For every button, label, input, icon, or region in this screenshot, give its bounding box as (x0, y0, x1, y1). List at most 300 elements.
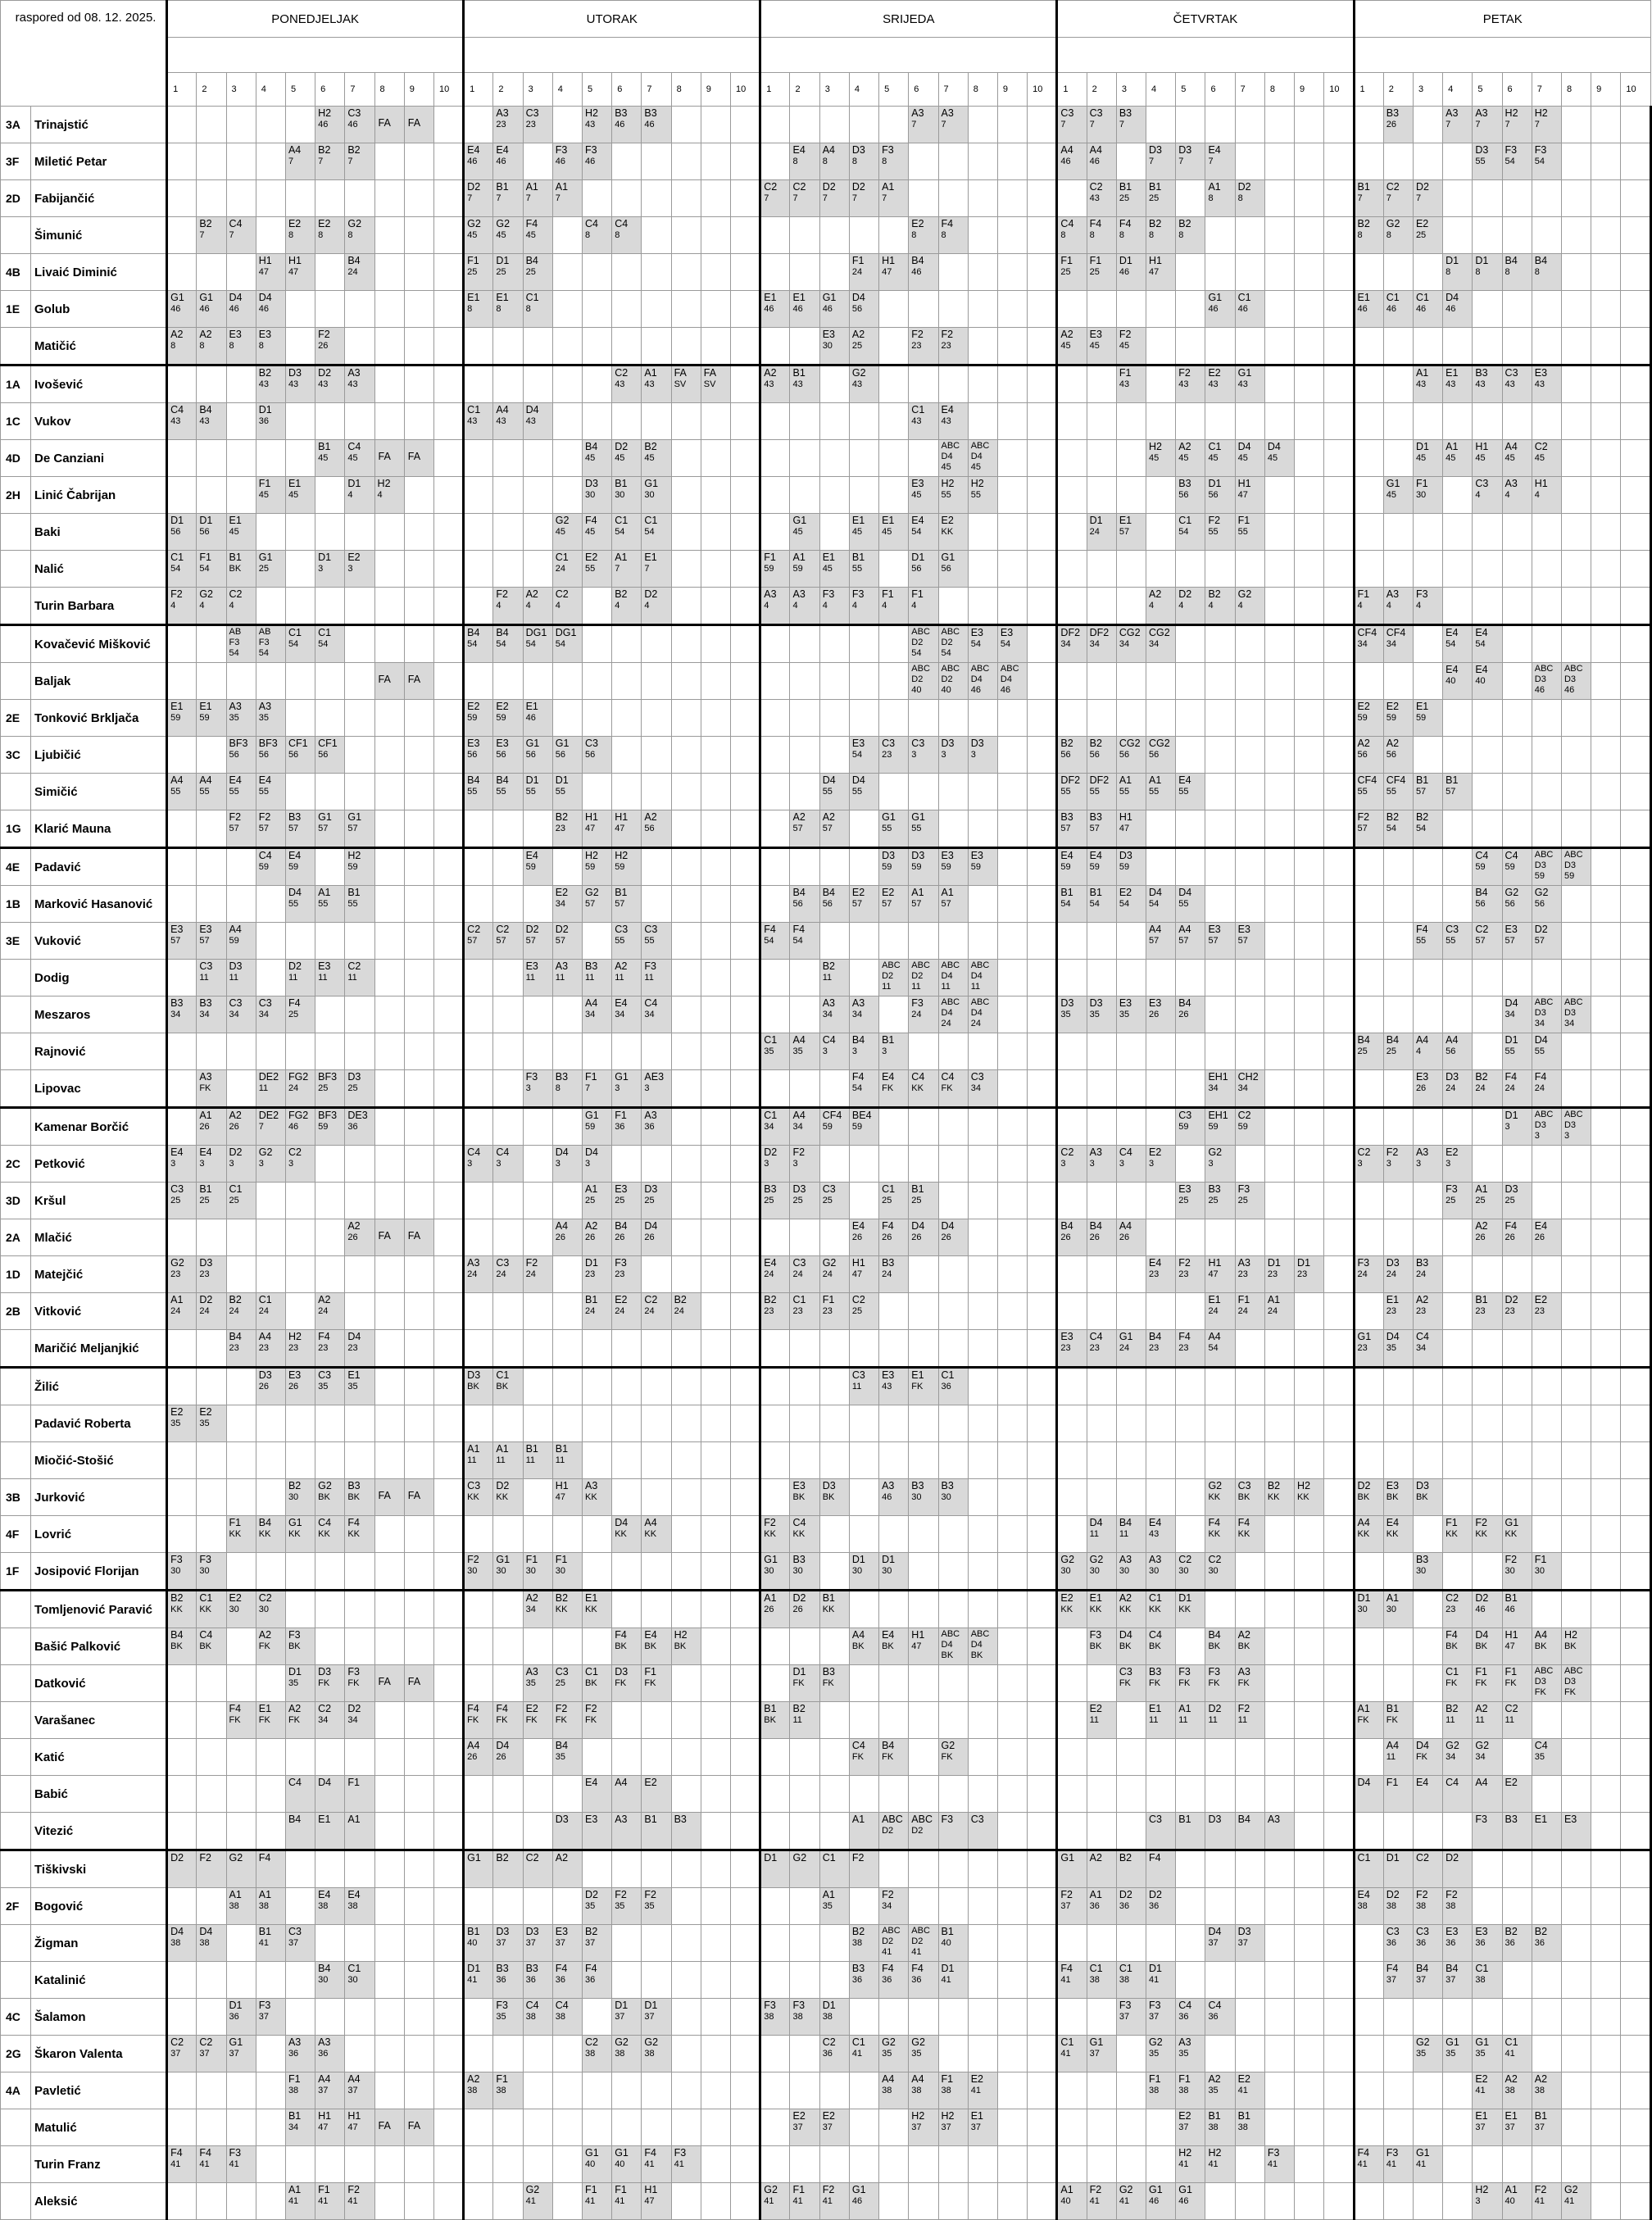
room-label: 54 (1475, 639, 1486, 649)
schedule-cell (909, 810, 938, 848)
lesson-label: F3 (615, 1257, 627, 1269)
lesson-label: B3 (1415, 1257, 1429, 1269)
lesson-label: A4 (1178, 924, 1191, 935)
lesson-label: D1 (1178, 1592, 1192, 1604)
lesson-label: F4 (1208, 1517, 1221, 1528)
lesson-label: D4 (288, 887, 302, 898)
schedule-cell (642, 923, 671, 960)
schedule-title: raspored od 08. 12. 2025. (1, 1, 167, 107)
schedule-cell (404, 923, 433, 960)
lesson-label: C2 (170, 2036, 184, 2048)
lesson-label: E2 (467, 701, 480, 712)
lesson-label: B1 (1415, 774, 1429, 786)
schedule-cell (790, 328, 819, 365)
schedule-cell (197, 477, 226, 514)
schedule-cell (1028, 143, 1057, 180)
period-number: 6 (1205, 73, 1235, 107)
schedule-cell (493, 1999, 523, 2036)
schedule-cell (315, 1776, 345, 1813)
room-label: 54 (1119, 899, 1130, 909)
schedule-cell (1532, 1256, 1561, 1293)
room-label: 7 (496, 193, 502, 203)
lesson-label: C3 (1504, 367, 1518, 379)
schedule-cell (997, 1813, 1027, 1850)
room-label: 26 (584, 1233, 596, 1242)
schedule-cell (1473, 254, 1502, 291)
schedule-cell (167, 737, 197, 774)
schedule-cell (1057, 1591, 1087, 1628)
schedule-cell (938, 1183, 968, 1219)
schedule-cell (345, 1330, 374, 1368)
teacher-name: Padavić (31, 848, 167, 886)
schedule-cell (1295, 1442, 1324, 1479)
lesson-label: E1 (258, 1703, 272, 1714)
schedule-cell (1146, 1146, 1176, 1183)
room-label: BK (1089, 1641, 1102, 1651)
schedule-cell (1383, 1146, 1413, 1183)
schedule-cell (1146, 588, 1176, 625)
schedule-cell (1295, 1776, 1324, 1813)
lesson-label: F3 (496, 2000, 508, 2011)
schedule-cell (1532, 1553, 1561, 1591)
schedule-cell (1116, 1293, 1146, 1330)
lesson-label: C3 (496, 1257, 510, 1269)
schedule-cell (167, 923, 197, 960)
schedule-cell (1502, 1479, 1532, 1516)
schedule-cell (582, 960, 611, 997)
schedule-cell (612, 254, 642, 291)
lesson-label: D3 (496, 1926, 510, 1937)
schedule-cell (1116, 328, 1146, 365)
room-label: BK (170, 1641, 183, 1651)
lesson-label: A2 (1357, 738, 1370, 749)
room-label: 55 (170, 787, 181, 797)
lesson-label: BF3 (258, 738, 278, 749)
schedule-cell (226, 403, 256, 440)
lesson-label: E4 (1089, 850, 1102, 861)
schedule-cell (1176, 1628, 1205, 1665)
schedule-cell (552, 1739, 582, 1776)
teacher-row (1, 1665, 1651, 1702)
schedule-cell (1087, 1368, 1116, 1405)
schedule-cell (612, 774, 642, 810)
schedule-cell (197, 1293, 226, 1330)
schedule-cell (582, 291, 611, 328)
lesson-label: A2 (555, 1852, 569, 1864)
room-label: 11 (882, 982, 892, 992)
schedule-cell (1116, 1665, 1146, 1702)
schedule-cell (226, 886, 256, 923)
schedule-cell (1176, 403, 1205, 440)
schedule-cell (345, 107, 374, 143)
schedule-cell (1324, 514, 1354, 551)
room-label: 46 (199, 304, 210, 314)
lesson-label: D3 (1089, 997, 1103, 1009)
schedule-cell (909, 1925, 938, 1962)
schedule-cell (1235, 1183, 1264, 1219)
schedule-cell (819, 1776, 849, 1813)
schedule-cell (642, 1702, 671, 1739)
schedule-cell (1354, 810, 1383, 848)
schedule-cell (1413, 1070, 1442, 1108)
schedule-cell (523, 1739, 552, 1776)
room-label: 59 (822, 1122, 833, 1132)
schedule-cell (345, 2183, 374, 2220)
room-label: 41 (170, 2159, 181, 2169)
schedule-cell (1264, 477, 1294, 514)
room-label: 45 (1237, 453, 1248, 463)
room-label: 34 (1237, 1083, 1248, 1093)
schedule-cell (1621, 254, 1651, 291)
schedule-cell (374, 2183, 404, 2220)
lesson-label: F3 (199, 1554, 211, 1565)
lesson-label: H1 (644, 2184, 658, 2195)
lesson-label: A3 (1267, 1814, 1281, 1825)
schedule-cell (167, 886, 197, 923)
schedule-cell (226, 1776, 256, 1813)
lesson-label: F3 (1208, 1666, 1221, 1677)
schedule-cell (1413, 848, 1442, 886)
schedule-cell (582, 107, 611, 143)
schedule-cell (1205, 2146, 1235, 2183)
lesson-label: D3 (347, 1071, 361, 1083)
schedule-cell (1561, 1591, 1591, 1628)
schedule-cell (1295, 551, 1324, 588)
lesson-label: F1 (1534, 1554, 1547, 1565)
schedule-cell (1028, 2146, 1057, 2183)
schedule-cell (582, 1591, 611, 1628)
schedule-cell (849, 663, 878, 700)
schedule-cell (819, 1850, 849, 1888)
schedule-cell (374, 107, 404, 143)
schedule-cell (285, 143, 315, 180)
lesson-label: B1 (792, 367, 806, 379)
schedule-cell (938, 588, 968, 625)
room-label: 7 (822, 193, 828, 203)
lesson-label: D1 (525, 774, 539, 786)
schedule-cell (1354, 1925, 1383, 1962)
schedule-cell (1295, 1293, 1324, 1330)
period-number: 9 (997, 73, 1027, 107)
schedule-cell (1146, 2146, 1176, 2183)
schedule-cell (671, 1702, 701, 1739)
room-label: KK (911, 1083, 924, 1093)
room-label: 26 (199, 1122, 210, 1132)
lesson-label: E1 (496, 292, 509, 303)
schedule-cell (315, 1219, 345, 1256)
room-label: 55 (851, 564, 863, 574)
schedule-cell (1443, 403, 1473, 440)
schedule-cell (582, 1183, 611, 1219)
lesson-label: E3 (288, 1369, 302, 1381)
schedule-cell (1295, 997, 1324, 1033)
schedule-cell (464, 514, 493, 551)
lesson-label: F1 (764, 552, 776, 563)
lesson-label: A3 (1386, 588, 1400, 600)
schedule-cell (1264, 1962, 1294, 1999)
room-label: 41 (1237, 2086, 1248, 2095)
class-label: 1B (1, 886, 31, 923)
schedule-cell (968, 1442, 997, 1479)
schedule-cell (285, 960, 315, 997)
room-label: 30 (1178, 1566, 1189, 1576)
room-label: 3 (822, 1046, 828, 1056)
room-label: 59 (496, 713, 506, 723)
room-label: KK (822, 1605, 835, 1614)
schedule-cell (642, 1070, 671, 1108)
schedule-cell (1057, 737, 1087, 774)
schedule-cell (1502, 1330, 1532, 1368)
room-label: 34 (288, 2122, 299, 2132)
schedule-cell (909, 1033, 938, 1070)
schedule-cell (197, 737, 226, 774)
room-label: 35 (1386, 1343, 1396, 1353)
schedule-cell (1087, 1665, 1116, 1702)
schedule-cell (642, 514, 671, 551)
lesson-label: C4 (555, 2000, 569, 2011)
lesson-label: D4 (1415, 1740, 1429, 1751)
schedule-cell (642, 1033, 671, 1070)
room-label: 46 (911, 267, 922, 277)
schedule-cell (879, 588, 909, 625)
schedule-cell (493, 1405, 523, 1442)
room-label: 8 (615, 230, 620, 240)
schedule-cell (167, 2146, 197, 2183)
schedule-cell (1116, 810, 1146, 848)
schedule-cell (879, 1146, 909, 1183)
lesson-label: A2 (229, 1110, 242, 1121)
lesson-label: F1 (1060, 255, 1073, 266)
schedule-cell (1354, 1776, 1383, 1813)
schedule-cell (671, 1591, 701, 1628)
lesson-label: E1 (229, 515, 242, 526)
schedule-cell (1057, 2036, 1087, 2072)
schedule-cell (374, 440, 404, 477)
schedule-cell (879, 180, 909, 217)
schedule-cell (404, 625, 433, 663)
schedule-cell (1324, 1070, 1354, 1108)
lesson-label: A1 (318, 887, 331, 898)
schedule-cell (256, 217, 285, 254)
schedule-cell (197, 923, 226, 960)
schedule-cell (1028, 217, 1057, 254)
schedule-cell (1235, 1368, 1264, 1405)
schedule-cell (997, 1776, 1027, 1813)
schedule-cell (642, 1888, 671, 1925)
schedule-cell (760, 1850, 790, 1888)
schedule-cell (552, 1479, 582, 1516)
room-label: 26 (555, 1233, 566, 1242)
schedule-cell (374, 997, 404, 1033)
lesson-label: A4 (792, 1110, 806, 1121)
schedule-cell (909, 403, 938, 440)
schedule-cell (1057, 1219, 1087, 1256)
lesson-label: E4 (1149, 1517, 1162, 1528)
schedule-cell (1354, 1219, 1383, 1256)
schedule-cell (849, 1368, 878, 1405)
schedule-cell (1443, 514, 1473, 551)
room-label: 7 (467, 193, 473, 203)
room-label: 41 (584, 2196, 596, 2206)
schedule-cell (760, 254, 790, 291)
lesson-label: D3 (467, 1369, 481, 1381)
lesson-label: ABC (1534, 1110, 1554, 1119)
schedule-cell (433, 1368, 463, 1405)
schedule-cell (226, 1999, 256, 2036)
room-label: 38 (1089, 1975, 1100, 1985)
schedule-cell (760, 403, 790, 440)
lesson-label: H2 (377, 478, 391, 489)
schedule-cell (642, 2036, 671, 2072)
schedule-cell (1413, 1925, 1442, 1962)
schedule-cell (1057, 1665, 1087, 1702)
schedule-cell (612, 1553, 642, 1591)
schedule-cell (374, 328, 404, 365)
schedule-cell (701, 1219, 730, 1256)
schedule-cell (1264, 588, 1294, 625)
room-label: 36 (1386, 1938, 1396, 1948)
schedule-cell (701, 1850, 730, 1888)
schedule-cell (1028, 663, 1057, 700)
lesson-label: E4 (1386, 1517, 1400, 1528)
lesson-label: A2 (1178, 441, 1191, 452)
schedule-cell (197, 997, 226, 1033)
room-label: 59 (1119, 862, 1130, 872)
class-label (1, 2109, 31, 2146)
schedule-cell (433, 1442, 463, 1479)
schedule-cell (612, 2146, 642, 2183)
lesson-label: E1 (584, 1592, 598, 1604)
schedule-cell (1383, 143, 1413, 180)
schedule-cell (1413, 1962, 1442, 1999)
schedule-cell (1354, 440, 1383, 477)
schedule-cell (879, 1665, 909, 1702)
schedule-cell (1443, 1813, 1473, 1850)
schedule-cell (1116, 1888, 1146, 1925)
room-label: 8 (1237, 193, 1243, 203)
schedule-cell (1502, 700, 1532, 737)
room-label: 30 (347, 1975, 358, 1985)
schedule-cell (997, 1665, 1027, 1702)
lesson-label: A4 (170, 774, 184, 786)
period-number: 3 (1116, 73, 1146, 107)
lesson-label: B2 (764, 1294, 777, 1305)
period-number: 4 (849, 73, 878, 107)
schedule-cell (1295, 1813, 1324, 1850)
lesson-label: E3 (555, 1926, 569, 1937)
lesson-label: F4 (1446, 1629, 1458, 1641)
room-label: 35 (555, 1752, 566, 1762)
schedule-cell (226, 2146, 256, 2183)
lesson-label: F4 (882, 1963, 894, 1974)
room-label: 4 (199, 601, 205, 611)
lesson-label: D3 (1386, 1257, 1400, 1269)
schedule-cell (256, 365, 285, 403)
schedule-cell (1264, 551, 1294, 588)
room-label: 38 (1446, 1901, 1456, 1911)
lesson-label: E3 (1415, 1071, 1429, 1083)
schedule-cell (1473, 1033, 1502, 1070)
room-label: 41 (1475, 2086, 1486, 2095)
schedule-cell (345, 514, 374, 551)
schedule-cell (256, 107, 285, 143)
class-label: 1D (1, 1256, 31, 1293)
room-label: KK (1208, 1492, 1221, 1502)
schedule-cell (1473, 1999, 1502, 2036)
room-label: 26 (1060, 1233, 1071, 1242)
lesson-label: E4 (199, 1146, 212, 1158)
lesson-label: B4 (258, 1517, 272, 1528)
schedule-cell (1057, 440, 1087, 477)
schedule-cell (642, 1925, 671, 1962)
schedule-cell (167, 217, 197, 254)
schedule-cell (612, 923, 642, 960)
schedule-cell (1205, 1591, 1235, 1628)
schedule-cell (760, 1999, 790, 2036)
schedule-cell (1532, 997, 1561, 1033)
room-label: 46 (170, 304, 181, 314)
period-number: 4 (1146, 73, 1176, 107)
room-label: FK (941, 1752, 953, 1762)
schedule-cell (1028, 1219, 1057, 1256)
room-label: 41 (1386, 2159, 1396, 2169)
lesson-label: D1 (347, 478, 361, 489)
schedule-cell (849, 1739, 878, 1776)
schedule-cell (226, 1033, 256, 1070)
lesson-label: G1 (1119, 1331, 1133, 1342)
lesson-label: G2 (1208, 1480, 1223, 1491)
schedule-cell (464, 997, 493, 1033)
lesson-label: D2 (1386, 1889, 1400, 1900)
lesson-label: C3 (1149, 1814, 1163, 1825)
schedule-cell (374, 588, 404, 625)
schedule-cell (612, 440, 642, 477)
schedule-cell (1324, 291, 1354, 328)
schedule-cell (1264, 1219, 1294, 1256)
room-label: 26 (496, 1752, 506, 1762)
schedule-cell (464, 1256, 493, 1293)
lesson-label: D3 (1178, 144, 1192, 156)
schedule-cell (226, 625, 256, 663)
teacher-name: De Canziani (31, 440, 167, 477)
schedule-cell (1295, 1850, 1324, 1888)
schedule-cell (1295, 923, 1324, 960)
schedule-cell (997, 217, 1027, 254)
class-label: 3C (1, 737, 31, 774)
schedule-cell (1146, 923, 1176, 960)
room-label: KK (941, 527, 954, 537)
lesson-label: D4 (644, 1220, 658, 1232)
lesson-label: B1 (1504, 1592, 1518, 1604)
lesson-label: D3 (258, 1369, 272, 1381)
schedule-cell (1324, 1256, 1354, 1293)
schedule-cell (879, 1330, 909, 1368)
room-label: 23 (318, 1343, 329, 1353)
lesson-label: D2 (911, 971, 924, 981)
schedule-cell (1205, 1219, 1235, 1256)
schedule-cell (493, 1108, 523, 1146)
schedule-cell (433, 1888, 463, 1925)
schedule-cell (197, 365, 226, 403)
schedule-cell (345, 1665, 374, 1702)
schedule-cell (1354, 1813, 1383, 1850)
schedule-cell (612, 1999, 642, 2036)
schedule-cell (909, 774, 938, 810)
room-label: 57 (318, 824, 329, 833)
room-label: 24 (229, 1306, 239, 1316)
schedule-cell (582, 1888, 611, 1925)
schedule-cell (1028, 588, 1057, 625)
